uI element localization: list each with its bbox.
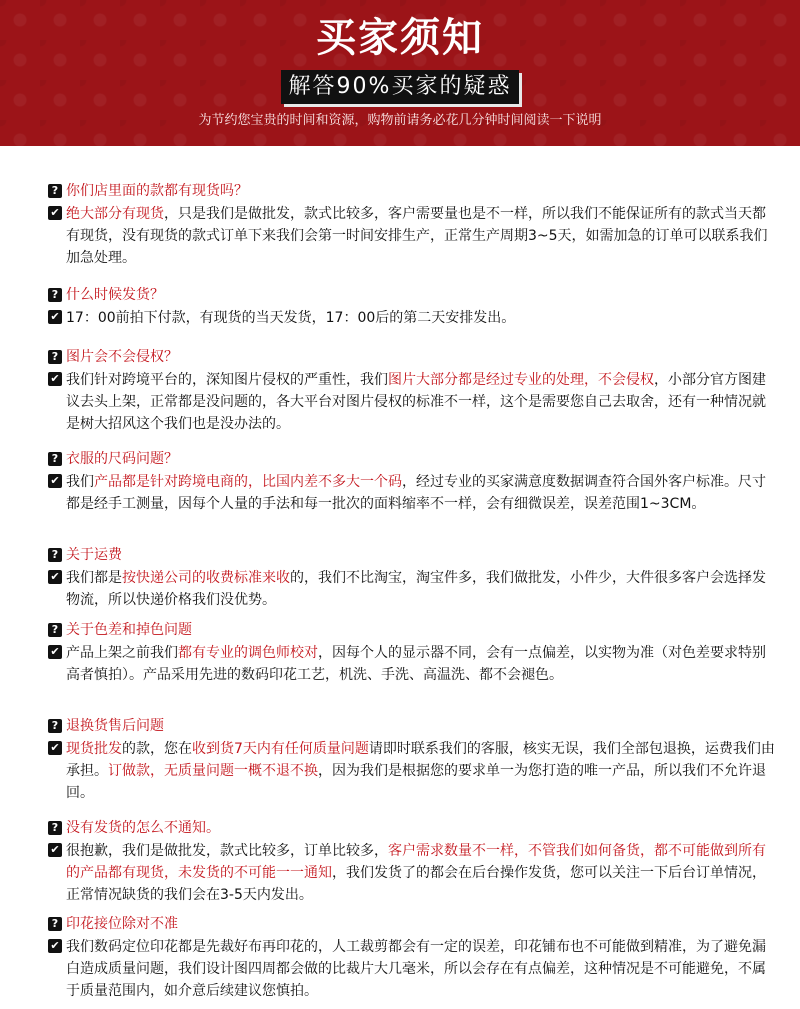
answer-text: 我们针对跨境平台的，深知图片侵权的严重性，我们	[66, 372, 388, 388]
answer-text: ，只是我们是做批发，款式比较多，客户需要量也是不一样，所以我们不能保证所有的款式当天都有现货，没有现货的款式订单下来我们会第一时间安排生产，正常生产周期3~5天，如需加急的订单可以联系我们加急处理。	[66, 206, 768, 266]
answer-text: 的款，您在	[122, 741, 192, 757]
faq-question-text: 什么时候发货？	[66, 287, 164, 303]
answer-highlight: 绝大部分有现货	[66, 206, 164, 222]
faq-answer	[48, 203, 778, 269]
question-mark-icon: ?	[48, 350, 62, 364]
faq-question-text: 关于色差和掉色问题	[66, 622, 192, 638]
check-icon: ✔	[48, 570, 62, 584]
question-mark-icon: ?	[48, 184, 62, 198]
answer-text: 17：00前拍下付款，有现货的当天发货，17：00后的第二天安排发出。	[66, 310, 516, 326]
question-mark-icon: ?	[48, 821, 62, 835]
question-mark-icon: ?	[48, 452, 62, 466]
check-icon: ✔	[48, 741, 62, 755]
faq-question-text: 关于运费	[66, 547, 122, 563]
faq-answer	[48, 642, 778, 686]
answer-text: 我们都是	[66, 570, 122, 586]
check-icon: ✔	[48, 310, 62, 324]
faq-question	[48, 818, 778, 838]
check-icon: ✔	[48, 474, 62, 488]
answer-highlight: 客户需求数量不一样，不管我们如何备货，都不可能做到所有的产品都有现货，未发货的不可能一一通知	[66, 843, 766, 881]
check-icon: ✔	[48, 843, 62, 857]
faq-item	[48, 818, 778, 906]
faq-question-text: 衣服的尺码问题？	[66, 451, 178, 467]
check-icon: ✔	[48, 372, 62, 386]
faq-answer	[48, 840, 778, 906]
faq-question	[48, 181, 778, 201]
answer-highlight: 都有专业的调色师校对	[178, 645, 318, 661]
header-banner	[0, 0, 800, 146]
page-title: 买家须知	[316, 15, 484, 61]
answer-text: 我们	[66, 474, 94, 490]
faq-item	[48, 545, 778, 611]
faq-question	[48, 620, 778, 640]
faq-question	[48, 545, 778, 565]
faq-question	[48, 347, 778, 367]
faq-answer	[48, 567, 778, 611]
faq-question	[48, 914, 778, 934]
answer-highlight: 现货批发	[66, 741, 122, 757]
check-icon: ✔	[48, 939, 62, 953]
question-mark-icon: ?	[48, 719, 62, 733]
faq-item	[48, 449, 778, 515]
faq-question-text: 退换货售后问题	[66, 718, 164, 734]
answer-text: 我们数码定位印花都是先裁好布再印花的，人工裁剪都会有一定的误差，印花铺布也不可能做到精准，为了避免漏白造成质量问题，我们设计图四周都会做的比裁片大几毫米，所以会存在有点偏差，这种情况是不可能避免，不属于质量范围内，如介意后续建议您慎拍。	[66, 939, 766, 999]
answer-text: 的，我们不比淘宝，淘宝件多，我们做批发，小件少，大件很多客户会选择发物流，所以快递价格我们没优势。	[66, 570, 766, 608]
faq-question-text: 没有发货的怎么不通知。	[66, 820, 220, 836]
faq-item	[48, 181, 778, 269]
faq-answer	[48, 369, 778, 435]
faq-question-text: 图片会不会侵权？	[66, 349, 178, 365]
answer-highlight: 按快递公司的收费标准来收	[122, 570, 290, 586]
page-subtitle: 解答90%买家的疑惑	[281, 70, 519, 104]
faq-answer	[48, 936, 778, 1002]
faq-item	[48, 285, 778, 329]
faq-answer	[48, 471, 778, 515]
answer-text: 请即时联系我们的客服，核实无误，我们全部包退换，运费我们由承担。	[66, 741, 775, 779]
answer-highlight: 产品都是针对跨境电商的，比国内差不多大一个码	[94, 474, 402, 490]
faq-item	[48, 347, 778, 435]
answer-highlight: 图片大部分都是经过专业的处理，不会侵权	[388, 372, 654, 388]
answer-text: ，我们发货了的都会在后台操作发货，您可以关注一下后台订单情况，正常情况缺货的我们会在3-5天内发出。	[66, 865, 766, 903]
faq-question	[48, 285, 778, 305]
faq-question-text: 你们店里面的款都有现货吗？	[66, 183, 248, 199]
answer-text: ，经过专业的买家满意度数据调查符合国外客户标准。尺寸都是经手工测量，因每个人量的手法和每一批次的面料缩率不一样，会有细微误差，误差范围1~3CM。	[66, 474, 766, 512]
check-icon: ✔	[48, 206, 62, 220]
answer-text: ，因为我们是根据您的要求单一为您打造的唯一产品，所以我们不允许退回。	[66, 763, 766, 801]
question-mark-icon: ?	[48, 288, 62, 302]
faq-question	[48, 716, 778, 736]
question-mark-icon: ?	[48, 623, 62, 637]
faq-answer	[48, 738, 778, 804]
answer-highlight: 收到货7天内有任何质量问题	[192, 741, 369, 757]
answer-text: ，因每个人的显示器不同，会有一点偏差，以实物为准（对色差要求特别高者慎拍）。产品采用先进的数码印花工艺，机洗、手洗、高温洗、都不会褪色。	[66, 645, 766, 683]
answer-text: 产品上架之前我们	[66, 645, 178, 661]
faq-item	[48, 620, 778, 686]
question-mark-icon: ?	[48, 917, 62, 931]
question-mark-icon: ?	[48, 548, 62, 562]
faq-question-text: 印花接位除对不准	[66, 916, 178, 932]
faq-item	[48, 716, 778, 804]
answer-text: 很抱歉，我们是做批发，款式比较多，订单比较多，	[66, 843, 388, 859]
header-note: 为节约您宝贵的时间和资源，购物前请务必花几分钟时间阅读一下说明	[198, 113, 602, 128]
check-icon: ✔	[48, 645, 62, 659]
faq-answer	[48, 307, 778, 329]
faq-item	[48, 914, 778, 1002]
faq-question	[48, 449, 778, 469]
answer-highlight: 订做款，无质量问题一概不退不换	[108, 763, 318, 779]
answer-text: ，小部分官方图建议去头上架，正常都是没问题的，各大平台对图片侵权的标准不一样，这个是需要您自己去取舍，还有一种情况就是树大招风这个我们也是没办法的。	[66, 372, 766, 432]
